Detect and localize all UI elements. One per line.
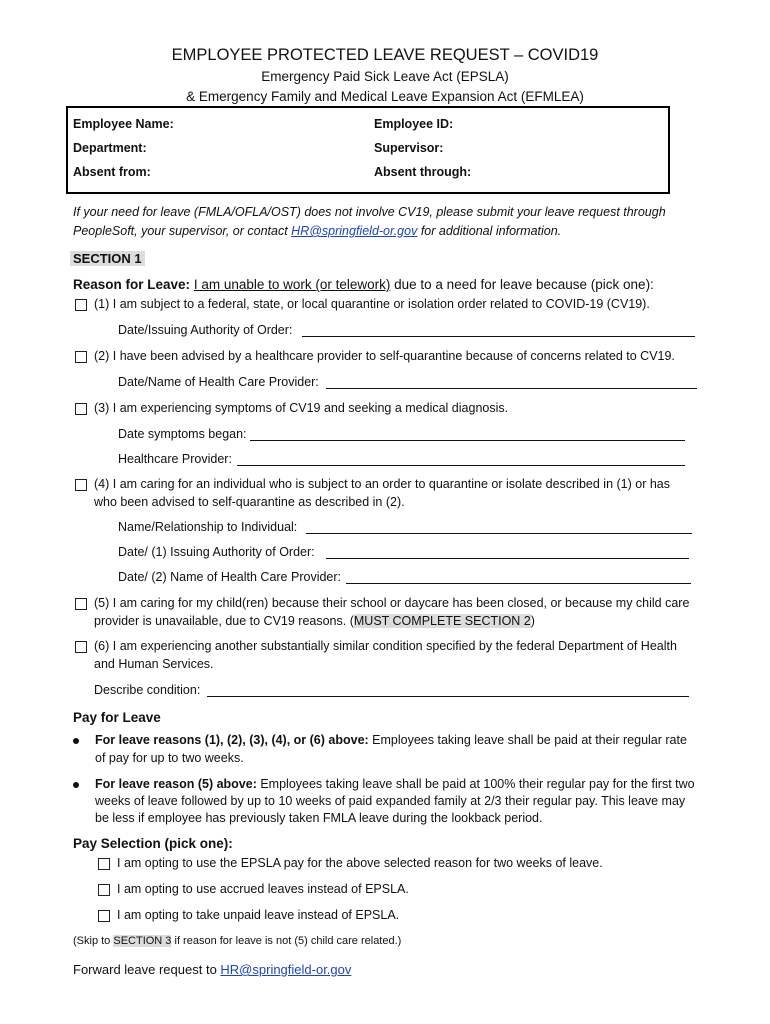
reason-2-text: (2) I have been advised by a healthcare provider to self-quarantine because of concerns related to CV19. xyxy=(94,349,675,363)
reason-6-text-line-1: (6) I am experiencing another substantially similar condition specified by the federal Department of Health xyxy=(94,639,677,653)
reason-4-field-2-label: Date/ (1) Issuing Authority of Order: xyxy=(118,545,315,559)
skip-instruction: (Skip to SECTION 3 if reason for leave is not (5) child care related.) xyxy=(73,935,402,947)
employee-id-label: Employee ID: xyxy=(374,117,454,131)
employee-name-label: Employee Name: xyxy=(73,117,174,131)
reason-1-checkbox[interactable] xyxy=(75,299,87,311)
forward-instruction: Forward leave request to HR@springfield-or.gov xyxy=(73,962,352,977)
reason-2-checkbox[interactable] xyxy=(75,351,87,363)
reason-6-text-line-2: and Human Services. xyxy=(94,657,214,671)
reason-2-field-label: Date/Name of Health Care Provider: xyxy=(118,375,319,389)
reason-1-field-label: Date/Issuing Authority of Order: xyxy=(118,323,293,337)
reason-6-checkbox[interactable] xyxy=(75,641,87,653)
pay-option-1-label: I am opting to use the EPSLA pay for the above selected reason for two weeks of leave. xyxy=(117,856,603,870)
reason-4-field-1-input[interactable] xyxy=(306,533,692,534)
reason-for-leave-heading: Reason for Leave: I am unable to work (or telework) due to a need for leave because (pick one): xyxy=(73,277,654,292)
reason-3-field-1-input[interactable] xyxy=(250,440,685,441)
reason-3-checkbox[interactable] xyxy=(75,403,87,415)
pay-option-2-checkbox[interactable] xyxy=(98,884,110,896)
pay-option-3-checkbox[interactable] xyxy=(98,910,110,922)
reason-4-text-line-1: (4) I am caring for an individual who is subject to an order to quarantine or isolate described in (1) or has xyxy=(94,477,670,491)
footer-hr-email-link[interactable]: HR@springfield-or.gov xyxy=(220,962,352,977)
pay-bullet-1-line-2: of pay for up to two weeks. xyxy=(95,751,244,765)
pay-bullet-2-line-3: be less if employee has previously taken FMLA leave during the lookback period. xyxy=(95,811,543,825)
reason-4-field-3-input[interactable] xyxy=(346,583,691,584)
pay-option-3-label: I am opting to take unpaid leave instead of EPSLA. xyxy=(117,908,400,922)
reason-4-text-line-2: who been advised to self-quarantine as described in (2). xyxy=(94,495,405,509)
reason-6-field-input[interactable] xyxy=(207,696,689,697)
form-subtitle-epsla: Emergency Paid Sick Leave Act (EPSLA) xyxy=(261,69,509,84)
notice-line-1: If your need for leave (FMLA/OFLA/OST) does not involve CV19, please submit your leave request through xyxy=(73,205,666,219)
pay-bullet-1-line-1: For leave reasons (1), (2), (3), (4), or (6) above: Employees taking leave shall be paid at their regular rate xyxy=(95,733,687,747)
department-label: Department: xyxy=(73,141,147,155)
reason-1-text: (1) I am subject to a federal, state, or local quarantine or isolation order related to COVID-19 (CV19). xyxy=(94,297,650,311)
hr-email-link[interactable]: HR@springfield-or.gov xyxy=(291,224,418,238)
notice-line-2: PeopleSoft, your supervisor, or contact HR@springfield-or.gov for additional information. xyxy=(73,224,562,238)
reason-5-text-line-1: (5) I am caring for my child(ren) because their school or daycare has been closed, or because my child care xyxy=(94,596,690,610)
reason-4-field-3-label: Date/ (2) Name of Health Care Provider: xyxy=(118,570,342,584)
pay-selection-heading: Pay Selection (pick one): xyxy=(73,836,233,851)
absent-through-label: Absent through: xyxy=(374,165,472,179)
reason-3-text: (3) I am experiencing symptoms of CV19 and seeking a medical diagnosis. xyxy=(94,401,509,415)
form-subtitle-efmlea: & Emergency Family and Medical Leave Expansion Act (EFMLEA) xyxy=(186,89,584,104)
reason-3-field-1-label: Date symptoms began: xyxy=(118,427,247,441)
absent-from-label: Absent from: xyxy=(73,165,151,179)
pay-bullet-2-line-2: weeks of leave followed by up to 10 weeks of paid expanded family at 2/3 their regular pay. This leave may xyxy=(95,794,686,808)
pay-bullet-2-line-1: For leave reason (5) above: Employees taking leave shall be paid at 100% their regular pay for the first two xyxy=(95,777,695,791)
reason-5-text-line-2: provider is unavailable, due to CV19 reasons. (MUST COMPLETE SECTION 2) xyxy=(94,614,535,628)
form-title: EMPLOYEE PROTECTED LEAVE REQUEST – COVID19 xyxy=(171,46,599,64)
reason-3-field-2-label: Healthcare Provider: xyxy=(118,452,232,466)
reason-3-field-2-input[interactable] xyxy=(237,465,685,466)
bullet-2 xyxy=(73,782,79,788)
reason-6-field-label: Describe condition: xyxy=(94,683,201,697)
must-complete-section-2-badge: MUST COMPLETE SECTION 2 xyxy=(353,614,531,628)
reason-4-checkbox[interactable] xyxy=(75,479,87,491)
reason-2-field-input[interactable] xyxy=(326,388,697,389)
supervisor-label: Supervisor: xyxy=(374,141,444,155)
pay-option-2-label: I am opting to use accrued leaves instead of EPSLA. xyxy=(117,882,409,896)
section-1-label: SECTION 1 xyxy=(70,251,145,266)
section-3-reference: SECTION 3 xyxy=(113,935,172,947)
reason-4-field-1-label: Name/Relationship to Individual: xyxy=(118,520,298,534)
bullet-1 xyxy=(73,738,79,744)
reason-5-checkbox[interactable] xyxy=(75,598,87,610)
reason-1-field-input[interactable] xyxy=(302,336,695,337)
pay-option-1-checkbox[interactable] xyxy=(98,858,110,870)
reason-4-field-2-input[interactable] xyxy=(326,558,689,559)
pay-for-leave-heading: Pay for Leave xyxy=(73,710,161,725)
